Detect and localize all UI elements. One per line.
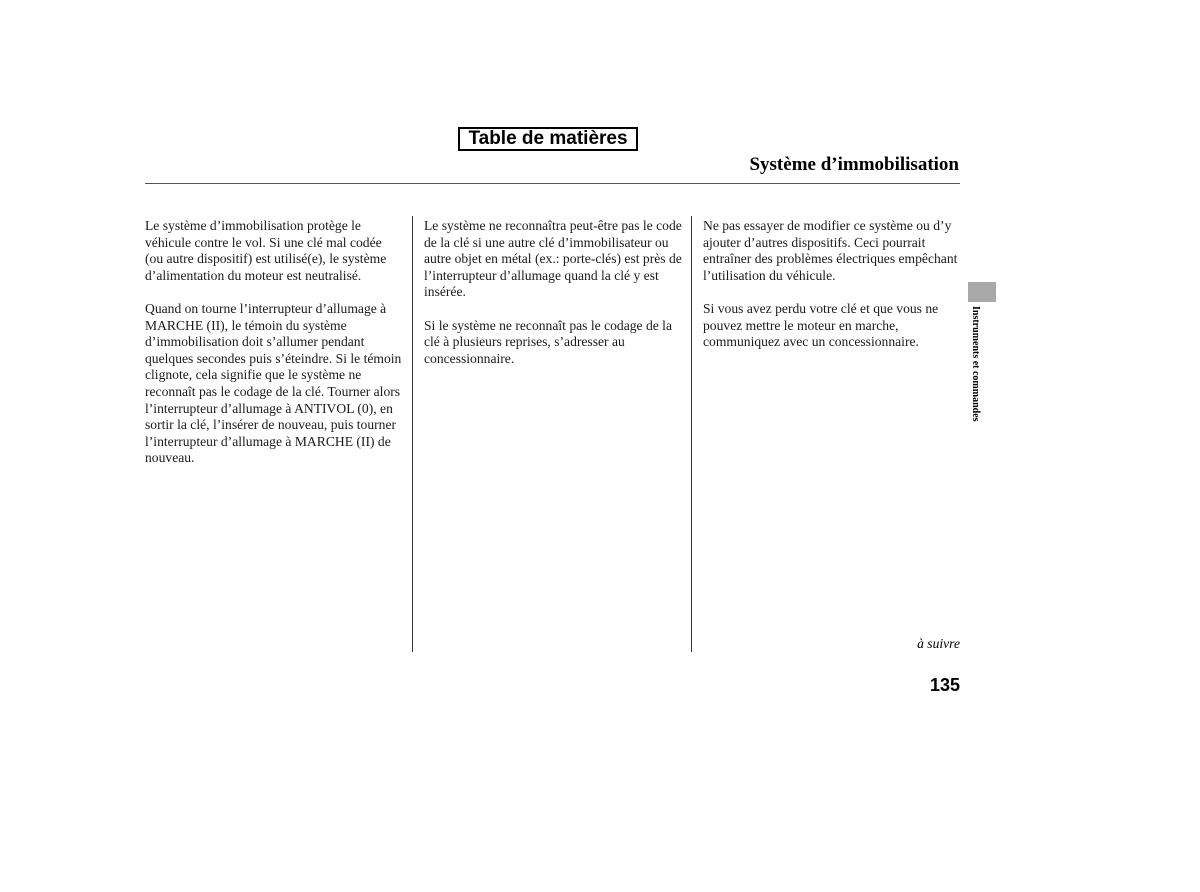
paragraph: Quand on tourne l’interrupteur d’allumage à MARCHE (II), le témoin du système d’immobilisation doit s’allumer pendant quelques secondes puis s’éteindre. Si le témoin clignote, cela signifie que le système ne reconnaît pas le codage de la clé. Tourner alors l’interrupteur d’allumage à ANTIVOL (0), en sortir la clé, l’insérer de nouveau, puis tourner l’interrupteur d’allumage à MARCHE (II) de nouveau. [145, 300, 402, 466]
header-divider [145, 183, 960, 184]
text-column-1 [145, 218, 403, 484]
paragraph: Le système ne reconnaîtra peut-être pas le code de la clé si une autre clé d’immobilisateur ou autre objet en métal (ex.: porte-clés) est près de l’interrupteur d’allumage quand la clé y est insérée. [424, 218, 682, 300]
chapter-tab-marker [968, 282, 996, 302]
table-of-contents-button[interactable]: Table de matières [458, 127, 638, 151]
chapter-tab-label: Instruments et commandes [970, 306, 981, 422]
paragraph: Le système d’immobilisation protège le véhicule contre le vol. Si une clé mal codée (ou autre dispositif) est utilisé(e), le système d’alimentation du moteur est neutralisé. [145, 218, 387, 283]
text-column-2 [424, 218, 682, 384]
column-divider [691, 216, 692, 652]
paragraph: Ne pas essayer de modifier ce système ou d’y ajouter d’autres dispositifs. Ceci pourrait entraîner des problèmes électriques empêchant l’utilisation du véhicule. [703, 218, 958, 283]
text-column-3 [703, 218, 959, 367]
column-divider [412, 216, 413, 652]
paragraph: Si vous avez perdu votre clé et que vous ne pouvez mettre le moteur en marche, communiquez avec un concessionnaire. [703, 300, 939, 350]
paragraph: Si le système ne reconnaît pas le codage de la clé à plusieurs reprises, s’adresser au concessionnaire. [424, 317, 672, 366]
continued-note: à suivre [917, 636, 960, 651]
page-number: 135 [929, 675, 960, 695]
page-title: Système d’immobilisation [749, 154, 959, 175]
